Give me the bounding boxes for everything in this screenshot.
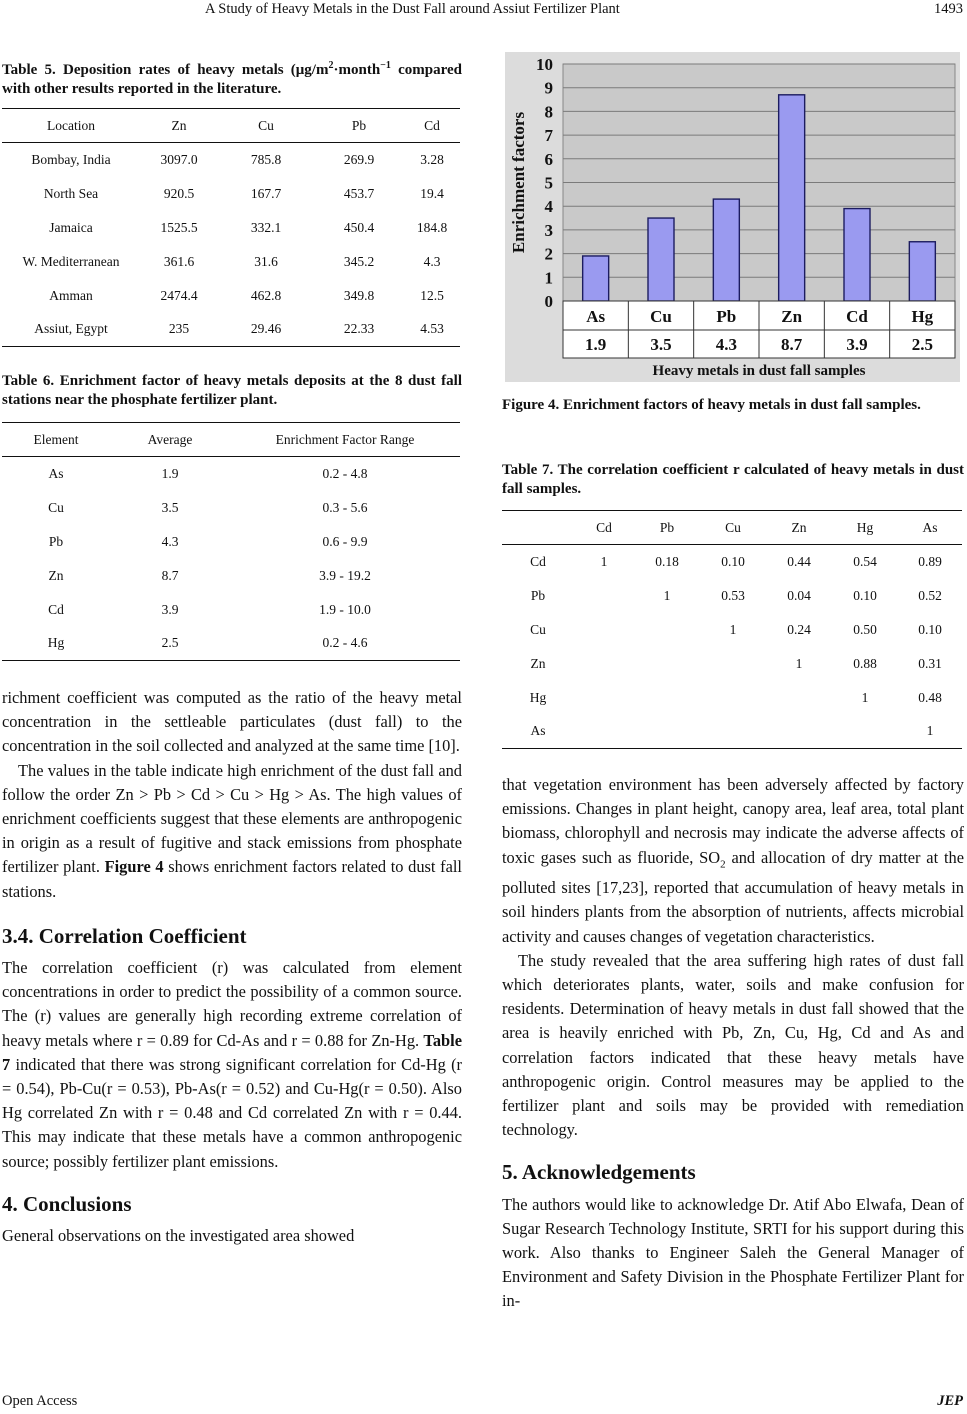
bar-as — [583, 256, 609, 301]
column-header: Hg — [856, 519, 874, 535]
x-tick-label: As — [586, 307, 606, 326]
table7-caption: Table 7. The correlation coefficient r calculated of heavy metals in dust fall samples. — [502, 462, 964, 497]
table-cell: 462.8 — [250, 287, 282, 303]
table-row — [502, 715, 962, 749]
running-title: A Study of Heavy Metals in the Dust Fall around Assiut Fertilizer Plant — [205, 1, 620, 17]
table-cell: 8.7 — [161, 567, 179, 583]
bar-zn — [779, 95, 805, 301]
right-column-text — [502, 773, 964, 1314]
table-cell: Cu — [530, 621, 546, 637]
bar-hg — [909, 242, 935, 301]
table-cell: 450.4 — [343, 219, 375, 235]
table-cell: 0.10 — [721, 553, 745, 569]
table-row — [2, 627, 460, 661]
table-cell: 349.8 — [343, 287, 375, 303]
table-cell — [700, 715, 766, 749]
table-cell — [634, 715, 700, 749]
table-cell: 2474.4 — [160, 287, 198, 303]
column-header — [502, 511, 574, 545]
figure-ref[interactable]: Figure 4 — [104, 857, 164, 877]
table-cell: 167.7 — [250, 185, 282, 201]
y-tick-label: 9 — [544, 78, 553, 98]
paragraph: The values in the table indicate high enrichment of the dust fall and follow the order Zn > Pb > Cd > Cu > Hg > As. The high values of enrichment coefficients suggest that these elements are anthropogenic in origin as a result of fugitive and stack emissions from phosphate fertilizer plant. Figure 4 shows enrichment factors related to dust fall stations. — [2, 760, 462, 901]
table-cell: 4.3 — [423, 253, 441, 269]
table-cell: Hg — [47, 635, 65, 651]
y-tick-label: 6 — [544, 149, 553, 169]
table-cell: 0.44 — [787, 553, 811, 569]
table-row — [502, 647, 962, 681]
footer-open-access: Open Access — [2, 1393, 78, 1409]
table-cell — [634, 647, 700, 681]
table-cell — [832, 715, 898, 749]
table-cell: 19.4 — [420, 185, 444, 201]
bar-cd — [844, 209, 870, 301]
table-cell: 1525.5 — [160, 219, 198, 235]
column-header: Cd — [424, 117, 440, 133]
table-cell: 0.31 — [918, 655, 942, 671]
table-cell: 3.9 - 19.2 — [319, 567, 371, 583]
x-tick-label: Pb — [716, 307, 737, 326]
table-cell: 0.48 — [918, 689, 942, 705]
table-cell: 0.52 — [918, 587, 942, 603]
table-cell: Cd — [530, 553, 546, 569]
table-cell — [574, 579, 634, 613]
table-cell: 31.6 — [254, 253, 278, 269]
table-cell: Bombay, India — [31, 151, 111, 167]
table-cell: 0.2 - 4.6 — [322, 635, 368, 651]
figure4-caption: Figure 4. Enrichment factors of heavy metals in dust fall samples. — [502, 397, 921, 413]
table-cell — [634, 613, 700, 647]
table-cell: 3.28 — [420, 151, 444, 167]
table-cell: 0.6 - 9.9 — [322, 533, 368, 549]
table-row — [2, 457, 460, 491]
column-header: Zn — [791, 519, 807, 535]
table-row — [2, 559, 460, 593]
table-cell: 269.9 — [343, 151, 375, 167]
table-row — [2, 279, 460, 313]
paragraph: The study revealed that the area suffering high rates of dust fall which deteriorates plants, water, soils and make confusion for residents. Determination of heavy metals in dust fall showed that the area is heavily enriched with Pb, Zn, Cu, Hg, Cd and As and correlation factors indicated that these heavy metals have anthropogenic origin. Control measures may be applied to the fertilizer plant and soils may be provided with remediation technology. — [502, 950, 964, 1140]
table-cell: 1.9 — [161, 465, 179, 481]
column-header: Cd — [596, 519, 612, 535]
table-cell: Assiut, Egypt — [34, 321, 108, 337]
table6 — [2, 422, 460, 661]
data-label: 3.5 — [650, 335, 672, 354]
x-axis-label: Heavy metals in dust fall samples — [652, 363, 866, 379]
table-cell: Pb — [530, 587, 546, 603]
table-cell: 453.7 — [343, 185, 375, 201]
table-cell: W. Mediterranean — [22, 253, 120, 269]
paragraph: The correlation coefficient (r) was calculated from element concentrations in order to predict the possibility of a common source. The (r) values are generally high recording extreme correlation of heavy metals where r = 0.89 for Cd-As and r = 0.88 for Zn-Hg. Table 7 indicated that there was strong significant correlation for Cd-Hg (r = 0.54), Pb-Cu(r = 0.53), Pb-As(r = 0.52) and Cu-Hg(r = 0.50). Also Hg correlated Zn with r = 0.48 and Cd correlated Zn with r = 0.44. This may indicate that these metals have a common anthropogenic source; possibly fertilizer plant emissions. — [2, 958, 462, 1171]
table-cell: 1.9 - 10.0 — [319, 601, 371, 617]
table-cell: 0.2 - 4.8 — [322, 465, 368, 481]
table-cell: 0.53 — [721, 587, 745, 603]
table-row — [2, 245, 460, 279]
page-number: 1493 — [934, 1, 963, 17]
table-cell: 1 — [926, 723, 934, 739]
section-heading: 5. Acknowledgements — [502, 1160, 696, 1185]
table-cell — [574, 613, 634, 647]
table-cell: As — [530, 723, 546, 739]
bar-cu — [648, 218, 674, 301]
column-header: Pb — [351, 117, 367, 133]
table-row — [2, 143, 460, 177]
paragraph: General observations on the investigated area showed — [2, 1226, 355, 1246]
table-row — [2, 211, 460, 245]
y-tick-label: 4 — [544, 197, 553, 217]
table-cell: 2.5 — [161, 635, 179, 651]
table-cell — [700, 647, 766, 681]
data-label: 1.9 — [585, 335, 607, 354]
y-tick-label: 5 — [544, 173, 553, 193]
column-header: Zn — [171, 117, 187, 133]
table-cell: 0.18 — [655, 553, 679, 569]
table-cell: Hg — [529, 689, 547, 705]
table-cell: 1 — [663, 587, 671, 603]
column-header: Pb — [659, 519, 675, 535]
data-label: 8.7 — [781, 335, 803, 354]
table-cell: 1 — [600, 553, 608, 569]
table6-caption: Table 6. Enrichment factor of heavy metals deposits at the 8 dust fall stations near the phosphate fertilizer plant. — [2, 373, 462, 408]
table-cell — [766, 715, 832, 749]
table-cell: North Sea — [43, 185, 99, 201]
table-cell: As — [48, 465, 64, 481]
table-cell: 12.5 — [420, 287, 444, 303]
column-header: Location — [47, 117, 95, 133]
table-cell: 0.89 — [918, 553, 942, 569]
table-cell: 1 — [795, 655, 803, 671]
column-header: Enrichment Factor Range — [275, 431, 415, 447]
table-cell: 0.24 — [787, 621, 811, 637]
table-cell: 184.8 — [416, 219, 448, 235]
left-column-text — [2, 686, 462, 1248]
data-label: 3.9 — [846, 335, 868, 354]
table-cell — [574, 647, 634, 681]
table-cell — [634, 681, 700, 715]
y-axis-label: Enrichment factors — [509, 111, 528, 254]
paragraph: that vegetation environment has been adversely affected by factory emissions. Changes in plant height, canopy area, leaf area, total plant biomass, chlorophyll and necrosis may indicate the adverse affects of toxic gases such as fluoride, $SO_2$ and allocation of dry matter at the polluted sites [17,23], reported that accumulation of heavy metals in soil hinders plants from the absorption of nutrients, affects microbial activity and causes changes of vegetation characteristics. — [502, 775, 964, 946]
y-tick-label: 2 — [544, 244, 553, 264]
data-label: 4.3 — [715, 335, 737, 354]
table-cell: 1 — [861, 689, 869, 705]
table-cell: 3.5 — [161, 499, 179, 515]
table-cell: 0.04 — [787, 587, 811, 603]
table-cell — [766, 681, 832, 715]
paragraph: richment coefficient was computed as the ratio of the heavy metal concentration in the settleable particulates (dust fall) to the concentration in the soil collected and analyzed at the same time [10]. — [2, 688, 462, 756]
table-cell: Zn — [530, 655, 546, 671]
table-cell — [700, 681, 766, 715]
table-row — [502, 545, 962, 579]
paragraph: The authors would like to acknowledge Dr. Atif Abo Elwafa, Dean of Sugar Research Technology Institute, SRTI for his support during this work. Also thanks to Engineer Saleh the General Manager of Environment and Safety Division in the Phosphate Fertilizer Plant for in- — [502, 1194, 964, 1311]
footer-journal: JEP — [937, 1393, 963, 1409]
table-cell: Amman — [49, 287, 93, 303]
y-tick-label: 7 — [544, 126, 553, 146]
table-cell: 1 — [729, 621, 737, 637]
table-cell: Zn — [48, 567, 64, 583]
table-cell: Cu — [48, 499, 64, 515]
table-cell: 0.50 — [853, 621, 877, 637]
column-header: As — [922, 519, 938, 535]
table-cell: 4.53 — [420, 321, 444, 337]
table-cell: 0.3 - 5.6 — [322, 499, 368, 515]
table-ref[interactable]: Table 7 — [2, 1030, 462, 1074]
x-tick-label: Hg — [911, 307, 934, 326]
table7 — [502, 510, 962, 749]
table-cell: Cd — [48, 601, 64, 617]
table-row — [502, 681, 962, 715]
figure4-chart — [505, 52, 960, 382]
table-cell: 29.46 — [250, 321, 282, 337]
y-tick-label: 10 — [536, 55, 553, 74]
table-cell: 3.9 — [161, 601, 179, 617]
table-cell: 345.2 — [343, 253, 375, 269]
table-cell: 0.10 — [918, 621, 942, 637]
table-cell: 235 — [168, 321, 190, 337]
table-row — [2, 525, 460, 559]
table-cell: 0.10 — [853, 587, 877, 603]
y-tick-label: 0 — [544, 292, 553, 311]
table5-caption: Table 5. Deposition rates of heavy metals ($\mu g/m^2\cdot month^{-1}$ compared with other results reported in the literature. — [2, 60, 462, 97]
y-tick-label: 1 — [544, 268, 553, 288]
bar-pb — [713, 199, 739, 301]
table-cell: 920.5 — [163, 185, 195, 201]
x-tick-label: Cu — [650, 307, 672, 326]
table-cell: Jamaica — [49, 219, 93, 235]
table-cell — [574, 681, 634, 715]
x-tick-label: Zn — [781, 307, 803, 326]
column-header: Cu — [258, 117, 274, 133]
table-row — [2, 491, 460, 525]
table-row — [502, 579, 962, 613]
table-row — [2, 177, 460, 211]
table-cell: 361.6 — [163, 253, 195, 269]
data-label: 2.5 — [911, 335, 933, 354]
table-cell: 3097.0 — [160, 151, 198, 167]
table-cell: 22.33 — [343, 321, 375, 337]
table-cell — [574, 715, 634, 749]
column-header: Element — [33, 431, 79, 447]
table-cell: Pb — [48, 533, 64, 549]
y-tick-label: 3 — [544, 220, 553, 240]
x-tick-label: Cd — [846, 307, 868, 326]
table-row — [2, 313, 460, 347]
table-row — [502, 613, 962, 647]
table5 — [2, 108, 460, 347]
table-cell: 0.54 — [853, 553, 877, 569]
running-header — [0, 0, 967, 24]
table-cell: 785.8 — [250, 151, 282, 167]
column-header: Average — [147, 431, 193, 447]
table-row — [2, 593, 460, 627]
table-cell: 4.3 — [161, 533, 179, 549]
section-heading: 4. Conclusions — [2, 1191, 132, 1216]
section-heading: 3.4. Correlation Coefficient — [2, 923, 247, 948]
y-tick-label: 8 — [544, 102, 553, 122]
table-cell: 0.88 — [853, 655, 877, 671]
column-header: Cu — [725, 519, 741, 535]
table-cell: 332.1 — [250, 219, 282, 235]
